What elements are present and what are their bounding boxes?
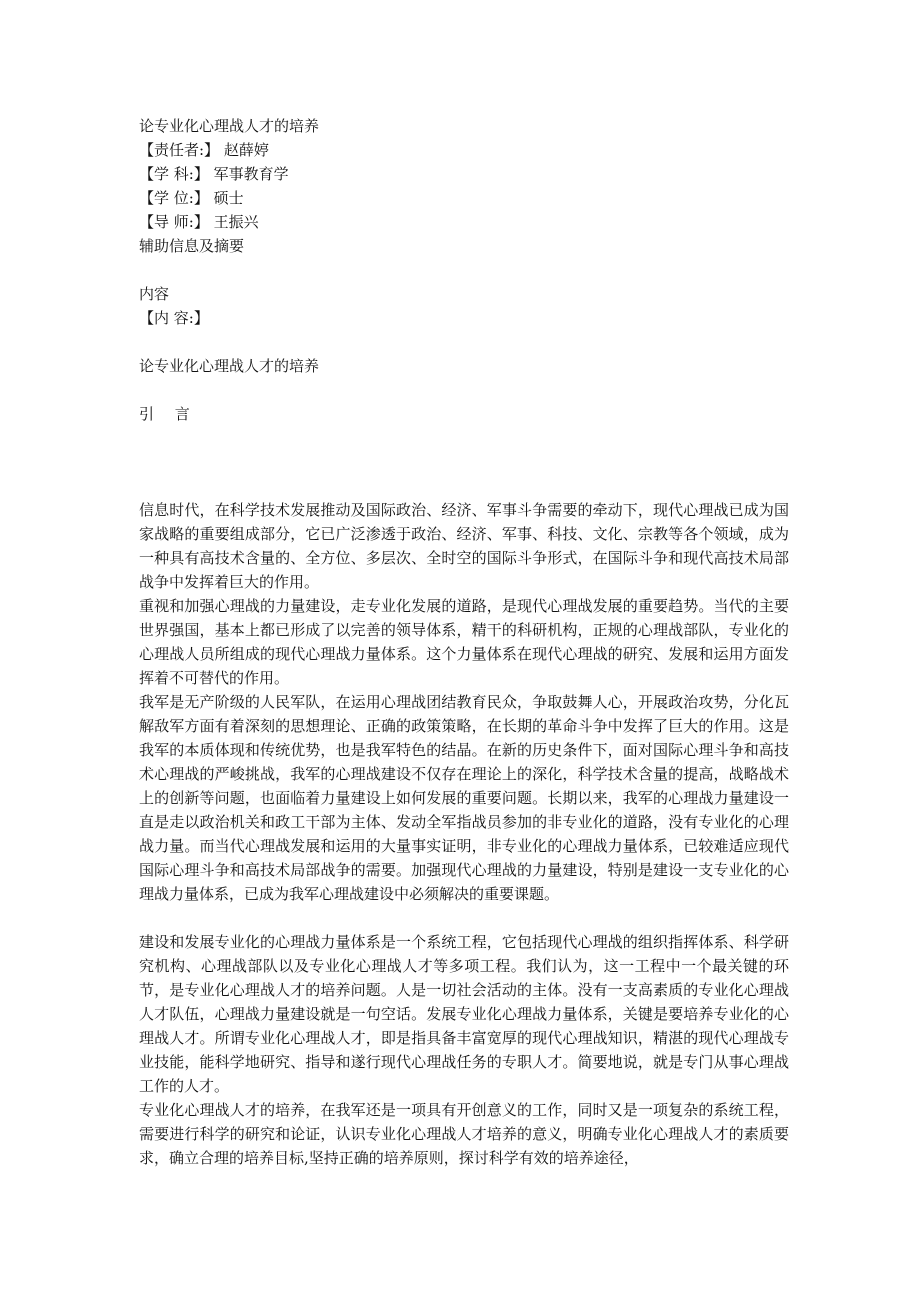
degree-value: 硕士 xyxy=(213,189,244,207)
degree-label: 【学 位:】 xyxy=(139,189,209,207)
paragraph-2: 重视和加强心理战的力量建设，走专业化发展的道路，是现代心理战发展的重要趋势。当代的主要世界强国，基本上都已形成了以完善的领导体系，精干的科研机构，正规的心理战部队，专业化的心理战人员所组成的现代心理战力量体系。这个力量体系在现代心理战的研究、发展和运用方面发挥着不可替代的作用。 xyxy=(139,597,789,687)
paragraph-4: 建设和发展专业化的心理战力量体系是一个系统工程，它包括现代心理战的组织指挥体系、科学研究机构、心理战部队以及专业化心理战人才等多项工程。我们认为，这一工程中一个最关键的环节，是专业化心理战人才的培养问题。人是一切社会活动的主体。没有一支高素质的专业化心理战人才队伍，心理战力量建设就是一句空话。发展专业化心理战力量体系，关键是要培养专业化的心理战人才。所谓专业化心理战人才，即是指具备丰富宽厚的现代心理战知识，精湛的现代心理战专业技能，能科学地研究、指导和遂行现代心理战任务的专职人才。简要地说，就是专门从事心理战工作的人才。 xyxy=(139,933,789,1095)
body-title: 论专业化心理战人才的培养 xyxy=(139,357,320,375)
content-section-label: 内容 xyxy=(139,285,170,303)
subject-value: 军事教育学 xyxy=(213,165,289,183)
intro-heading: 引 言 xyxy=(139,405,198,423)
paragraph-3: 我军是无产阶级的人民军队，在运用心理战团结教育民众，争取鼓舞人心，开展政治攻势，分化瓦解敌军方面有着深刻的思想理论、正确的政策策略，在长期的革命斗争中发挥了巨大的作用。这是我军的本质体现和传统优势，也是我军特色的结晶。在新的历史条件下，面对国际心理斗争和高技术心理战的严峻挑战，我军的心理战建设不仅存在理论上的深化，科学技术含量的提高，战略战术上的创新等问题，也面临着力量建设上如何发展的重要问题。长期以来，我军的心理战力量建设一直是走以政治机关和政工干部为主体、发动全军指战员参加的非专业化的道路，没有专业化的心理战力量。而当代心理战发展和运用的大量事实证明，非专业化的心理战力量体系，已较难适应现代国际心理斗争和高技术局部战争的需要。加强现代心理战的力量建设，特别是建设一支专业化的心理战力量体系，已成为我军心理战建设中必须解决的重要课题。 xyxy=(139,693,789,903)
subject-label: 【学 科:】 xyxy=(139,165,209,183)
aux-info-heading: 辅助信息及摘要 xyxy=(139,237,245,255)
paragraph-5: 专业化心理战人才的培养，在我军还是一项具有开创意义的工作，同时又是一项复杂的系统工程，需要进行科学的研究和论证，认识专业化心理战人才培养的意义，明确专业化心理战人才的素质要求，确立合理的培养目标,坚持正确的培养原则，探讨科学有效的培养途径， xyxy=(139,1101,789,1167)
advisor-field xyxy=(139,210,259,234)
subject-field xyxy=(139,162,289,186)
author-value: 赵薛婷 xyxy=(223,141,269,159)
author-label: 【责任者:】 xyxy=(139,141,220,159)
advisor-label: 【导 师:】 xyxy=(139,213,209,231)
content-field-label: 【内 容:】 xyxy=(139,309,209,327)
advisor-value: 王振兴 xyxy=(213,213,259,231)
degree-field xyxy=(139,186,244,210)
author-field xyxy=(139,138,269,162)
document-title: 论专业化心理战人才的培养 xyxy=(139,117,320,135)
paragraph-1: 信息时代，在科学技术发展推动及国际政治、经济、军事斗争需要的牵动下，现代心理战已成为国家战略的重要组成部分，它已广泛渗透于政治、经济、军事、科技、文化、宗教等各个领域，成为一种具有高技术含量的、全方位、多层次、全时空的国际斗争形式，在国际斗争和现代高技术局部战争中发挥着巨大的作用。 xyxy=(139,501,789,591)
